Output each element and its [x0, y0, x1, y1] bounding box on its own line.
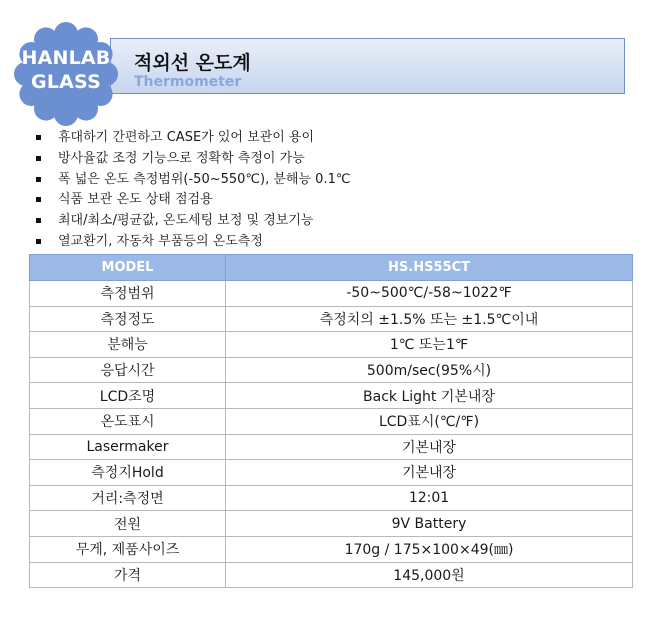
- feature-list: [36, 128, 350, 253]
- table-row: [30, 562, 633, 588]
- spec-label: Lasermaker: [30, 434, 226, 460]
- bullet-icon: [36, 135, 41, 140]
- spec-label: 무게, 제품사이즈: [30, 536, 226, 562]
- spec-label: 가격: [30, 562, 226, 588]
- spec-value: -50~500℃/-58~1022℉: [226, 281, 633, 307]
- table-row: [30, 485, 633, 511]
- spec-value: 1℃ 또는1℉: [226, 332, 633, 358]
- feature-item: [36, 211, 350, 232]
- page-title: 적외선 온도계: [134, 52, 251, 74]
- feature-text: 휴대하기 간편하고 CASE가 있어 보관이 용이: [58, 130, 315, 145]
- spec-label: 측정정도: [30, 306, 226, 332]
- spec-value: 기본내장: [226, 460, 633, 486]
- brand-line2: GLASS: [31, 71, 101, 93]
- feature-text: 최대/최소/평균값, 온도세팅 보정 및 경보기능: [58, 213, 314, 229]
- bullet-icon: [36, 177, 41, 182]
- spec-label: 측정범위: [30, 281, 226, 307]
- table-row: [30, 434, 633, 460]
- feature-item: [36, 232, 350, 253]
- spec-value: LCD표시(℃/℉): [226, 408, 633, 434]
- spec-value: 측정치의 ±1.5% 또는 ±1.5℃이내: [226, 306, 633, 332]
- spec-value: 기본내장: [226, 434, 633, 460]
- spec-value: 500m/sec(95%시): [226, 357, 633, 383]
- table-row: [30, 536, 633, 562]
- bullet-icon: [36, 218, 41, 223]
- spec-label: 전원: [30, 511, 226, 537]
- table-row: [30, 306, 633, 332]
- spec-label: 온도표시: [30, 408, 226, 434]
- spec-label: 측정지Hold: [30, 460, 226, 486]
- feature-item: [36, 170, 350, 191]
- table-row: [30, 357, 633, 383]
- brand-badge: [14, 22, 118, 126]
- table-row: [30, 281, 633, 307]
- feature-text: 폭 넓은 온도 측정범위(-50~550℃), 분해능 0.1℃: [58, 171, 351, 187]
- table-row: [30, 332, 633, 358]
- spec-value: 12:01: [226, 485, 633, 511]
- spec-value: Back Light 기본내장: [226, 383, 633, 409]
- spec-label: 응답시간: [30, 357, 226, 383]
- spec-table: [29, 254, 633, 588]
- spec-label: LCD조명: [30, 383, 226, 409]
- spec-value: 145,000원: [226, 562, 633, 588]
- table-row: [30, 511, 633, 537]
- feature-item: [36, 128, 350, 149]
- table-row: [30, 460, 633, 486]
- table-row: [30, 383, 633, 409]
- spec-label: 거리:측정면: [30, 485, 226, 511]
- feature-item: [36, 149, 350, 170]
- bullet-icon: [36, 197, 41, 202]
- spec-label: 분해능: [30, 332, 226, 358]
- table-row: [30, 408, 633, 434]
- spec-header-row: [30, 255, 633, 281]
- feature-item: [36, 190, 350, 211]
- bullet-icon: [36, 156, 41, 161]
- feature-text: 방사율값 조정 기능으로 정확학 측정이 가능: [58, 150, 305, 166]
- brand-line1: HANLAB: [21, 47, 111, 69]
- spec-value: 9V Battery: [226, 511, 633, 537]
- page-subtitle: Thermometer: [134, 74, 242, 90]
- feature-text: 열교환기, 자동차 부품등의 온도측정: [58, 233, 263, 249]
- spec-header-value: HS.HS55CT: [226, 255, 633, 281]
- spec-header-label: MODEL: [30, 255, 226, 281]
- bullet-icon: [36, 239, 41, 244]
- feature-text: 식품 보관 온도 상태 점검용: [58, 192, 213, 208]
- brand-logo-text: [14, 46, 118, 94]
- spec-value: 170g / 175×100×49(㎜): [226, 536, 633, 562]
